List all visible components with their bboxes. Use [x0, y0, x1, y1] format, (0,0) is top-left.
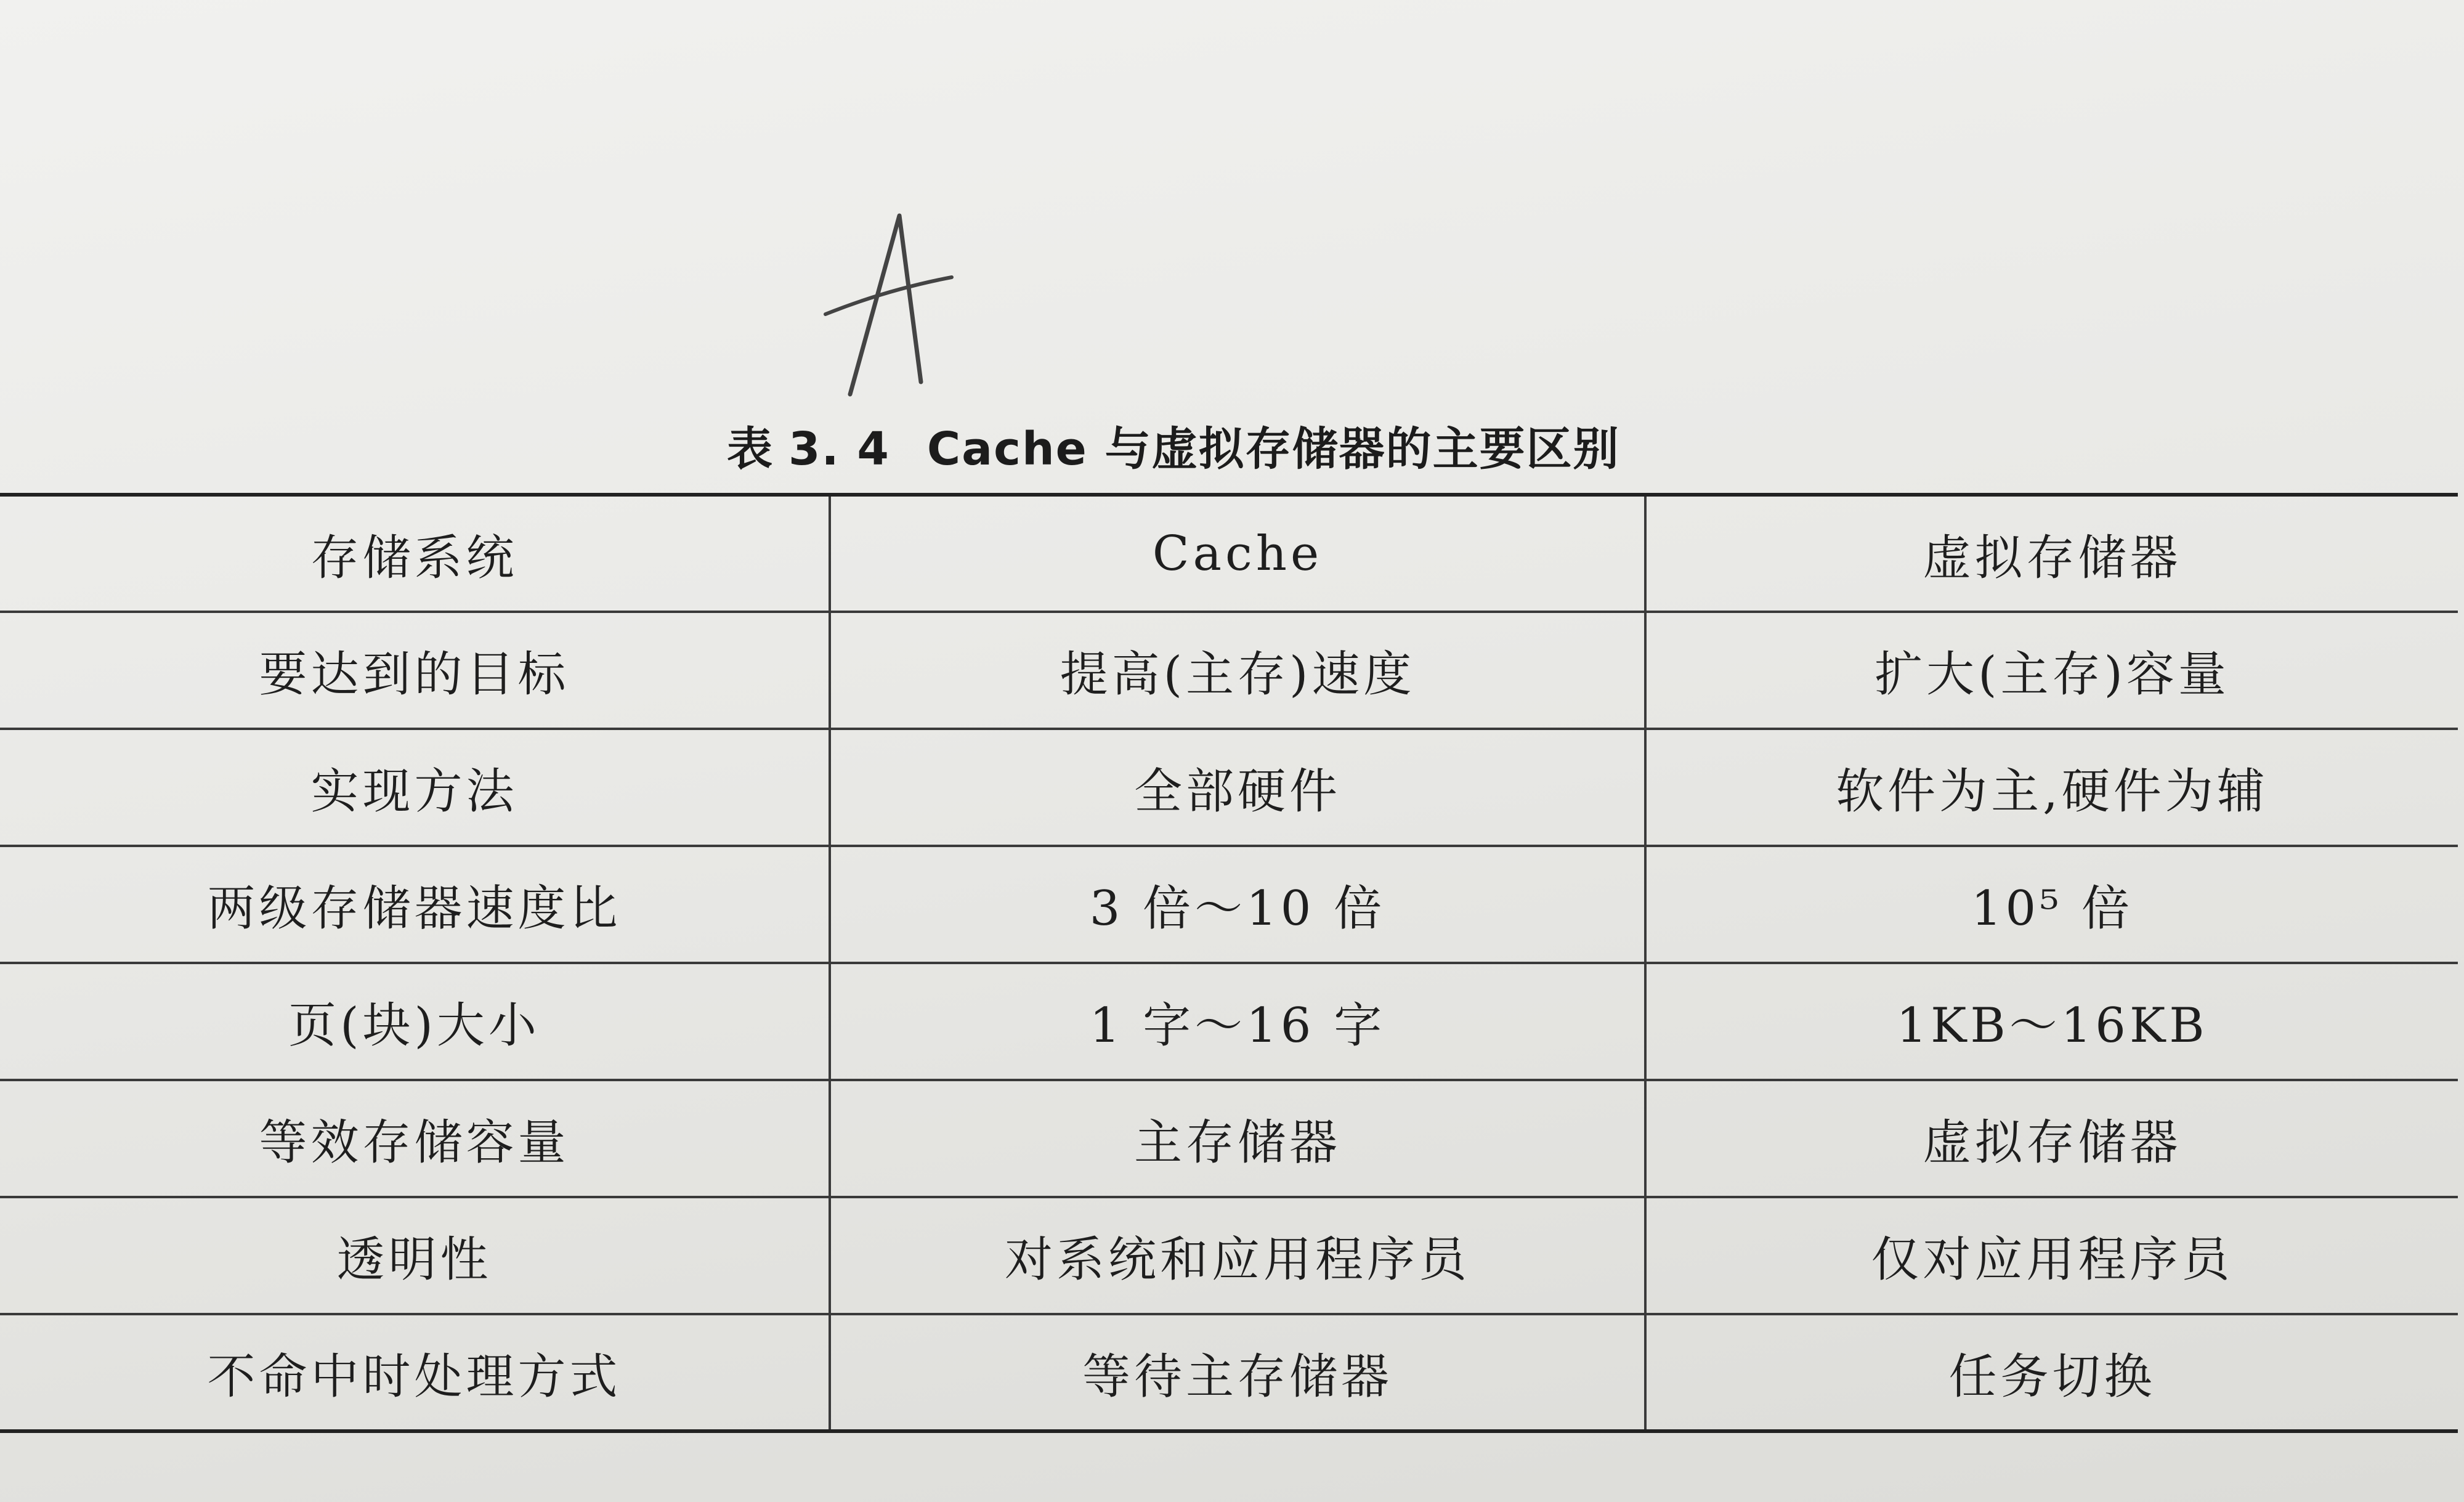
- table-row: [0, 1314, 2458, 1431]
- virtual-value: 任务切换: [1645, 1314, 2458, 1431]
- cache-value: 主存储器: [830, 1080, 1645, 1197]
- row-attribute: 等效存储容量: [0, 1080, 830, 1197]
- virtual-value: 1KB～16KB: [1645, 963, 2458, 1080]
- virtual-value: 虚拟存储器: [1645, 1080, 2458, 1197]
- cache-value: 3 倍～10 倍: [830, 846, 1645, 963]
- caption-label: 表: [727, 423, 774, 476]
- table-row: [0, 612, 2458, 729]
- table-row: [0, 963, 2458, 1080]
- row-attribute: 透明性: [0, 1197, 830, 1314]
- cache-value: 1 字～16 字: [830, 963, 1645, 1080]
- table-caption: [727, 413, 1620, 478]
- table-row: [0, 846, 2458, 963]
- row-attribute: 页(块)大小: [0, 963, 830, 1080]
- cache-value: 提高(主存)速度: [830, 612, 1645, 729]
- virtual-value: 虚拟存储器: [1645, 495, 2458, 612]
- table-row: [0, 1197, 2458, 1314]
- row-attribute: 存储系统: [0, 495, 830, 612]
- virtual-value: 软件为主,硬件为辅: [1645, 729, 2458, 846]
- table-row: [0, 729, 2458, 846]
- table-row: [0, 495, 2458, 612]
- virtual-value: 扩大(主存)容量: [1645, 612, 2458, 729]
- virtual-value: 仅对应用程序员: [1645, 1197, 2458, 1314]
- row-attribute: 两级存储器速度比: [0, 846, 830, 963]
- table-row: [0, 1080, 2458, 1197]
- handwritten-mark: [813, 203, 961, 407]
- caption-title: Cache 与虚拟存储器的主要区别: [926, 423, 1620, 476]
- row-attribute: 不命中时处理方式: [0, 1314, 830, 1431]
- virtual-value: 10⁵ 倍: [1645, 846, 2458, 963]
- row-attribute: 要达到的目标: [0, 612, 830, 729]
- cache-value: Cache: [830, 495, 1645, 612]
- comparison-table: [0, 493, 2458, 1433]
- cache-value: 全部硬件: [830, 729, 1645, 846]
- cache-value: 对系统和应用程序员: [830, 1197, 1645, 1314]
- row-attribute: 实现方法: [0, 729, 830, 846]
- cache-value: 等待主存储器: [830, 1314, 1645, 1431]
- caption-number: 3. 4: [788, 423, 890, 476]
